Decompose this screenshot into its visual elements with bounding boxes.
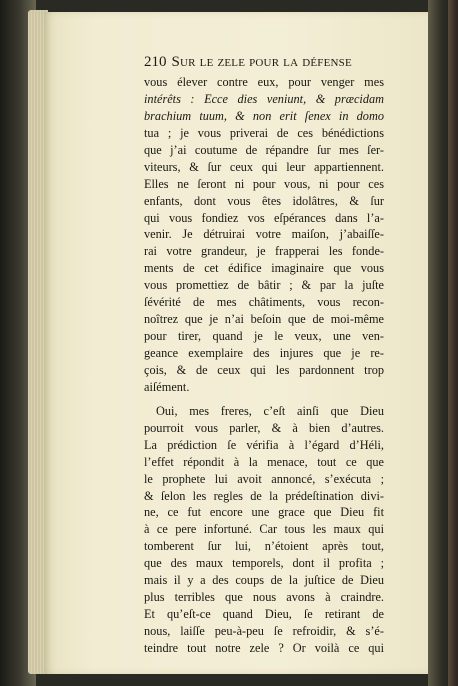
text-line: pour tirer, quand je le veux, une ven- (144, 329, 384, 344)
text-line: ne, ce fut encore une grace que Dieu fit (144, 505, 384, 520)
text-line: aiſément. (144, 379, 190, 394)
text-line: plus terribles que nous avons à craindre. (144, 590, 384, 605)
text-line: noîtrez que je n’ai beſoin que de moi-même (144, 312, 384, 327)
text-line: Elles ne ſeront ni pour vous, ni pour ces (144, 176, 384, 191)
text-line: mais il y a des coups de la juſtice de Dieu (144, 573, 384, 588)
text-line: qui vous fondiez vos eſpérances dans l’a- (144, 210, 384, 225)
text-line: enfants, dont vous êtes idolâtres, & ſur (144, 193, 384, 208)
text-line: vous promettiez de bâtir ; & par la juſte (144, 278, 384, 293)
text-line: ſévérité de mes châtiments, vous recon- (144, 295, 384, 310)
text-line: l’effet répondit à la menace, tout ce que (144, 454, 384, 469)
page-body (144, 74, 384, 657)
paragraph (144, 74, 384, 396)
text-line: nous, laiſſe peu-à-peu ſe refroidir, & s’é- (144, 624, 384, 638)
text-line: brachium tuum, & non erit ſenex in domo (144, 108, 384, 123)
text-line: venir. Je détruirai votre maiſon, j’abaiſſe- (144, 227, 384, 242)
text-line: tua ; je vous priverai de ces bénédictions (144, 125, 384, 140)
text-line: Et qu’eſt-ce quand Dieu, ſe retirant de (144, 607, 384, 622)
text-line: à ce pere infortuné. Car tous les maux qui (144, 522, 384, 537)
text-line: Oui, mes freres, c’eſt ainſi que Dieu (156, 403, 384, 418)
binding-edge (448, 0, 458, 686)
text-line: intérêts : Ecce dies veniunt, & præcidam (144, 91, 384, 106)
text-line: çois, & de ceux qui les pardonnent trop (144, 362, 384, 377)
text-line: ments de cet édifice imaginaire que vous (144, 261, 384, 276)
text-line: viteurs, & ſur ceux qui leur appartiennent. (144, 159, 384, 174)
text-line: & ſelon les regles de la prédeſtination divi- (144, 488, 384, 503)
page-header (144, 52, 384, 72)
text-line: tomberent ſur lui, n’étoient après tout, (144, 539, 384, 554)
text-line: teindre tout notre zele ? Or voilà ce qui (144, 640, 384, 655)
running-head: Sur le zele pour la défense (171, 54, 352, 70)
text-line: que j’ai coutume de répandre ſur mes ſer- (144, 142, 384, 157)
page-number: 210 (144, 54, 167, 70)
text-line: pourroit vous parler, & à bien d’autres. (144, 420, 384, 435)
text-line: le prophete lui avoit annoncé, s’exécuta ; (144, 471, 384, 486)
text-line: geance exemplaire des injures que je re- (144, 346, 384, 360)
text-line: rai votre grandeur, je frapperai les fonde- (144, 244, 384, 259)
text-line: La prédiction ſe vérifia à l’égard d’Héli, (144, 437, 384, 452)
text-line: vous élever contre eux, pour venger mes (144, 75, 384, 89)
text-line: que des maux temporels, dont il profita ; (144, 556, 384, 571)
paragraph (144, 403, 384, 657)
